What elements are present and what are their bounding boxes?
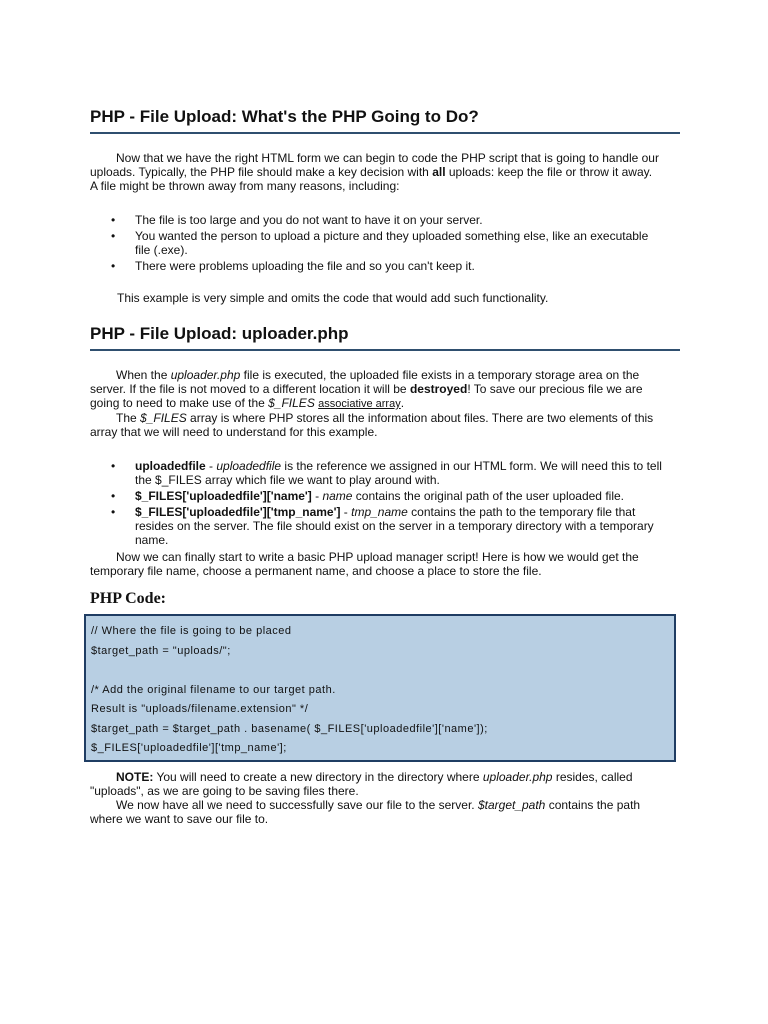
text: contains the path where we want to save our file to. <box>90 798 641 826</box>
italic-text: $_FILES <box>268 396 315 410</box>
bullet-icon: • <box>111 489 116 503</box>
list-item-text: The file is too large and you do not want to have it on your server. <box>135 213 483 227</box>
italic-text: tmp_name <box>351 505 408 519</box>
list-item <box>90 489 665 503</box>
list-item <box>90 259 665 273</box>
list-item <box>90 213 665 227</box>
bullet-icon: • <box>111 213 116 227</box>
list-item-text: There were problems uploading the file and so you can't keep it. <box>135 259 475 273</box>
intro-text-b: uploads: keep the file or throw it away. A file might be thrown away from many reasons, including: <box>90 165 653 193</box>
text: contains the path to the temporary file that resides on the server. The file should exist on the server in a temporary directory with a temporary name. <box>135 505 654 547</box>
italic-text: name <box>322 489 353 503</box>
text: . <box>400 396 405 410</box>
bullet-icon: • <box>111 505 116 519</box>
code-line: // Where the file is going to be placed <box>91 625 292 637</box>
list-item <box>90 229 665 257</box>
italic-text: $_FILES <box>140 411 187 425</box>
text: resides, called "uploads", as we are going to be saving files there. <box>90 770 633 798</box>
list-item <box>90 459 665 487</box>
text: - <box>311 489 323 503</box>
text: array is where PHP stores all the information about files. There are two elements of this array that we will need to understand for this example. <box>90 411 654 439</box>
bullet-icon: • <box>111 229 116 243</box>
code-line: /* Add the original filename to our target path. <box>91 683 336 696</box>
code-line <box>91 663 674 683</box>
italic-text: uploader.php <box>482 770 553 784</box>
bullet-icon: • <box>111 259 116 273</box>
note-paragraph <box>90 770 660 798</box>
list-item-text: You wanted the person to upload a picture and they uploaded something else, like an executable file (.exe). <box>135 229 649 257</box>
italic-text: uploadedfile <box>216 459 282 473</box>
php-code-block <box>84 614 676 762</box>
text: - <box>205 459 217 473</box>
text: When the <box>116 368 171 382</box>
files-elements-list <box>90 459 665 549</box>
code-line: Result is "uploads/filename.extension" */ <box>91 703 309 715</box>
final-paragraph <box>90 798 660 826</box>
intro-text-a: Now that we have the right HTML form we can begin to code the PHP script that is going to handle our uploads. Typically, the PHP file should make a key decision with <box>90 151 659 179</box>
bold-text: $_FILES['uploadedfile']['tmp_name'] <box>135 505 341 519</box>
text: contains the original path of the user uploaded file. <box>352 489 624 503</box>
text: We now have all we need to successfully save our file to the server. <box>116 798 478 812</box>
upload-manager-paragraph: Now we can finally start to write a basic PHP upload manager script! Here is how we would get the temporary file name, choose a permanent name, and choose a place to store the file. <box>90 550 639 578</box>
bold-text: $_FILES['uploadedfile']['name'] <box>135 489 312 503</box>
section-heading-uploader-php: PHP - File Upload: uploader.php <box>90 324 680 351</box>
bold-destroyed: destroyed <box>409 382 468 396</box>
list-item <box>90 505 665 547</box>
text: The <box>116 411 141 425</box>
code-line: $target_path = "uploads/"; <box>91 644 231 657</box>
intro-bold-all: all <box>432 165 446 179</box>
code-line: $_FILES['uploadedfile']['tmp_name']; <box>91 742 287 754</box>
note-label: NOTE: <box>116 770 154 784</box>
files-array-paragraph <box>90 411 660 439</box>
section-heading-whats-php-going-to-do: PHP - File Upload: What's the PHP Going to Do? <box>90 107 680 134</box>
example-note-paragraph: This example is very simple and omits the code that would add such functionality. <box>117 291 549 305</box>
php-code-title: PHP Code: <box>90 590 166 607</box>
text: file is executed, the uploaded file exists in a temporary storage area on the server. If the file is not moved to a different location it will be <box>90 368 640 396</box>
reasons-list <box>90 213 665 275</box>
italic-text: uploader.php <box>170 368 241 382</box>
intro-paragraph <box>90 151 660 193</box>
text: - <box>340 505 352 519</box>
text: is the reference we assigned in our HTML form. We will need this to tell the $_FILES array which file we want to play around with. <box>135 459 662 487</box>
associative-array-link[interactable]: associative array <box>318 398 401 410</box>
bold-text: uploadedfile <box>135 459 206 473</box>
code-line: $target_path = $target_path . basename( $_FILES['uploadedfile']['name']); <box>91 722 488 735</box>
italic-text: $target_path <box>477 798 546 812</box>
text: You will need to create a new directory in the directory where <box>153 770 483 784</box>
text: ! To save our precious file we are going to need to make use of the <box>90 382 643 410</box>
uploader-intro-paragraph <box>90 368 660 411</box>
bullet-icon: • <box>111 459 116 473</box>
